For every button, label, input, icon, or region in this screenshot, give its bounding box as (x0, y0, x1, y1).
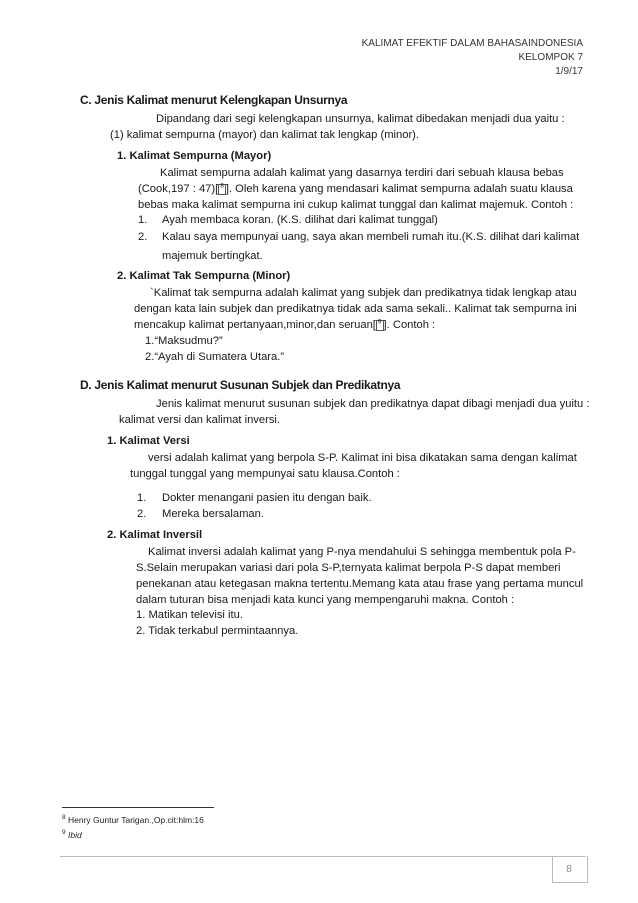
section-d-sub2-line3: penekanan atau ketegasan makna tertentu.Memang kata atau frase yang pertama muncul (136, 578, 584, 590)
page-number: 8 (566, 863, 572, 875)
footnote-ref-9[interactable]: 9 (376, 320, 384, 331)
group-label: KELOMPOK 7 (518, 52, 583, 63)
section-c-sub2-title: 2. Kalimat Tak Sempurna (Minor) (117, 270, 291, 282)
section-d-intro-line1: Jenis kalimat menurut susunan subjek dan predikatnya dapat dibagi menjadi dua yuitu : (156, 398, 590, 410)
section-d-intro-line2: kalimat versi dan kalimat inversi. (119, 414, 281, 426)
list-item-number: 2. (138, 231, 148, 243)
section-c-sub1-line3: bebas maka kalimat sempurna ini cukup kalimat tunggal dan kalimat majemuk. Contoh : (138, 199, 574, 211)
footnote-ref-8[interactable]: 8 (218, 184, 226, 195)
section-d-sub2-line4: dalam tuturan bisa menjadi kata kunci yang mempengaruhi makna. Contoh : (136, 594, 515, 606)
section-c-intro-line2: (1) kalimat sempurna (mayor) dan kalimat tak lengkap (minor). (110, 129, 420, 141)
document-title: KALIMAT EFEKTIF DALAM BAHASAINDONESIA (361, 38, 583, 49)
section-c-sub1-title: 1. Kalimat Sempurna (Mayor) (117, 150, 272, 162)
section-c-sub2-line2: dengan kata lain subjek dan predikatnya tidak ada sama sekali.. Kalimat tak sempurna ini (134, 303, 577, 315)
section-c-sub1-example2-cont: majemuk bertingkat. (162, 250, 263, 262)
section-c-sub2-example1: 1.“Maksudmu?” (145, 335, 223, 347)
section-d-sub2-line2: S.Selain merupakan variasi dari pola S-P,ternyata kalimat berpola P-S dapat memberi (136, 562, 561, 574)
section-c-sub1-example1: Ayah membaca koran. (K.S. dilihat dari kalimat tunggal) (162, 214, 438, 226)
footnote-9: $^9$ Ibid (62, 829, 82, 840)
section-c-heading: C. Jenis Kalimat menurut Kelengkapan Unsurnya (80, 93, 348, 107)
section-c-sub2-line3: mencakup kalimat pertanyaan,minor,dan seruan[ $^9$ ]. Contoh : (134, 318, 436, 331)
section-d-sub1-example2: Mereka bersalaman. (162, 508, 264, 520)
section-d-heading: D. Jenis Kalimat menurut Susunan Subjek dan Predikatnya (80, 378, 401, 392)
section-d-sub2-example1: 1. Matikan televisi itu. (136, 609, 243, 621)
footnote-separator (62, 807, 214, 808)
section-c-sub2-example2: 2.“Ayah di Sumatera Utara.” (145, 351, 285, 363)
section-d-sub2-title: 2. Kalimat Inversil (107, 529, 203, 541)
section-d-sub2-example2: 2. Tidak terkabul permintaannya. (136, 625, 299, 637)
section-d-sub1-line1: versi adalah kalimat yang berpola S-P. Kalimat ini bisa dikatakan sama dengan kalimat (148, 452, 577, 464)
section-d-sub1-line2: tunggal tunggal yang mempunyai satu klausa.Contoh : (130, 468, 400, 480)
list-item-number: 1. (137, 492, 147, 504)
footer-rule (60, 856, 586, 857)
list-item-number: 2. (137, 508, 147, 520)
section-d-sub1-title: 1. Kalimat Versi (107, 435, 190, 447)
footnote-8: $^8$ Henry Guntur Tarigan.,Op.cit:hlm:16 (62, 814, 204, 825)
list-item-number: 1. (138, 214, 148, 226)
section-c-sub2-line1: `Kalimat tak sempurna adalah kalimat yang subjek dan predikatnya tidak lengkap atau (150, 287, 577, 299)
section-c-sub1-example2: Kalau saya mempunyai uang, saya akan membeli rumah itu.(K.S. dilihat dari kalimat (162, 231, 580, 243)
section-c-sub1-line1: Kalimat sempurna adalah kalimat yang dasarnya terdiri dari sebuah klausa bebas (160, 167, 564, 179)
section-c-sub1-line2: (Cook,197 : 47)[ $^8$ ]. Oleh karena yang mendasari kalimat sempurna adalah suatu klausa (138, 182, 573, 195)
section-c-intro-line1: Dipandang dari segi kelengkapan unsurnya, kalimat dibedakan menjadi dua yaitu : (156, 113, 565, 125)
section-d-sub2-line1: Kalimat inversi adalah kalimat yang P-nya mendahului S sehingga membentuk pola P- (148, 546, 576, 558)
document-date: 1/9/17 (555, 66, 583, 77)
section-d-sub1-example1: Dokter menangani pasien itu dengan baik. (162, 492, 372, 504)
